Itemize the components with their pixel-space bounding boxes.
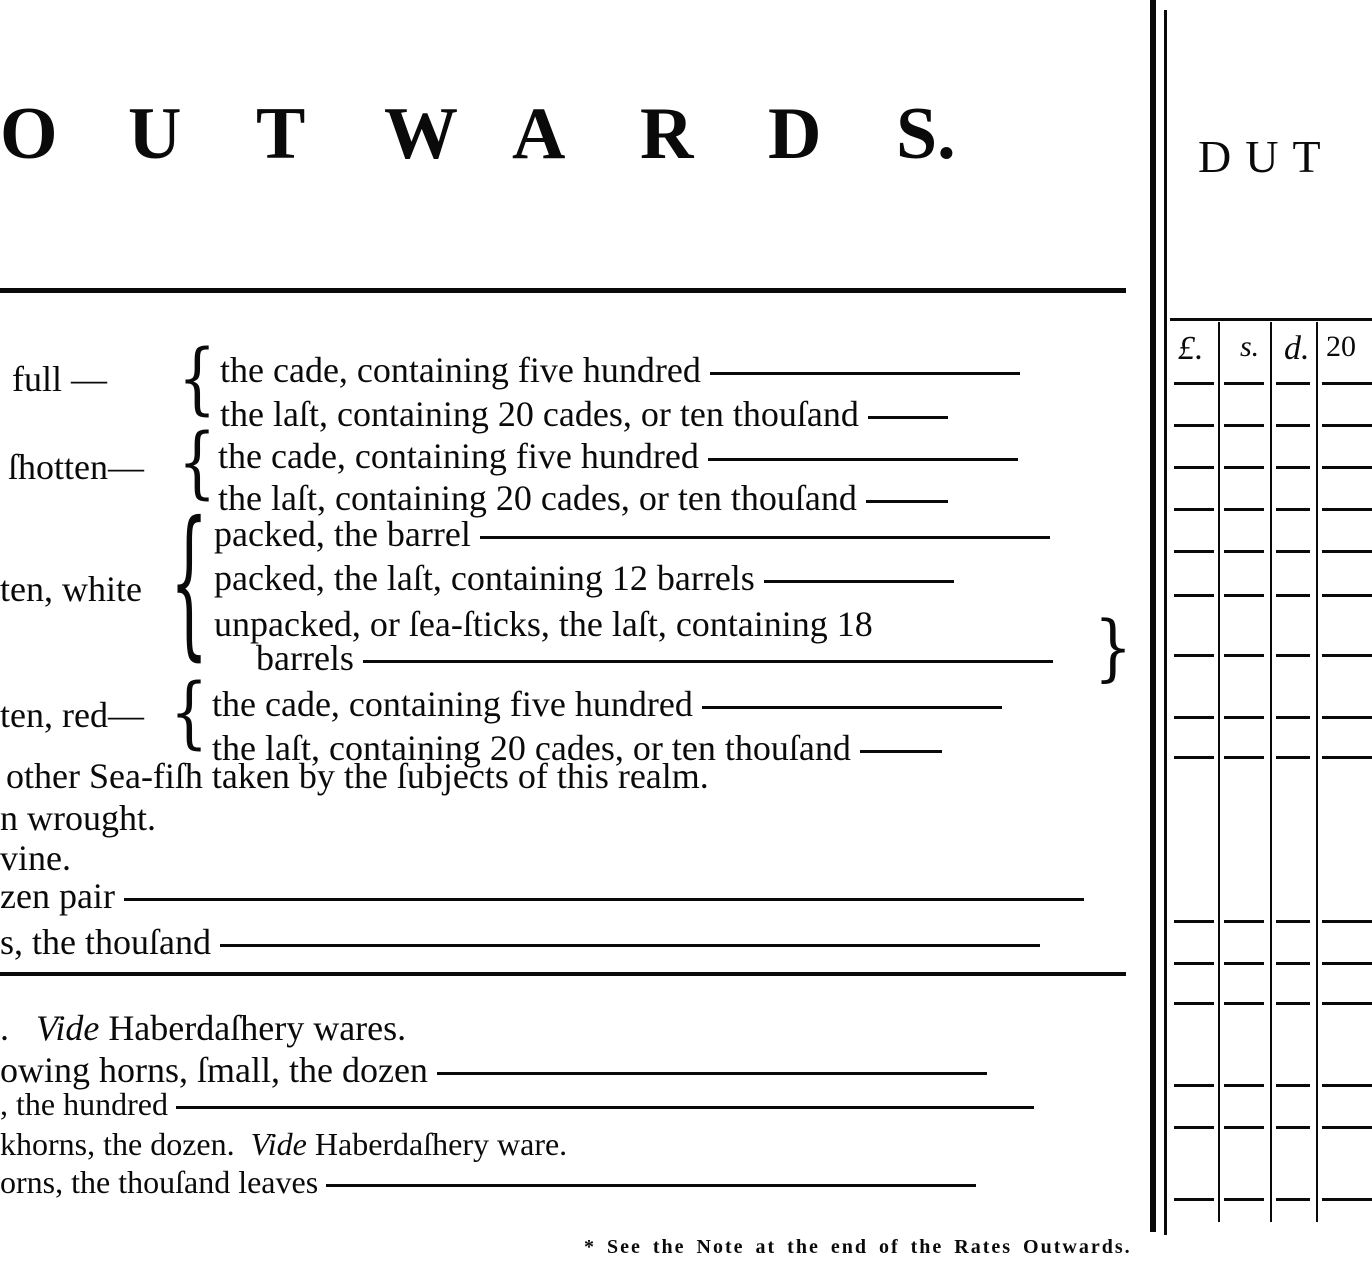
duty-blank-dash [1224, 962, 1264, 965]
duty-blank-dash [1322, 594, 1372, 597]
duty-blank-dash [1224, 1084, 1264, 1087]
duty-blank-dash [1276, 550, 1310, 553]
text-line: . Vide Haberdaſhery wares. [0, 1008, 407, 1048]
duty-blank-dash [1276, 654, 1310, 657]
group-label-shotten: ſhotten— [8, 447, 144, 487]
duty-column-line [1270, 322, 1272, 1222]
duty-column-line [1316, 322, 1318, 1222]
duty-blank-dash [1224, 654, 1264, 657]
group-label-white: ten, white [0, 569, 142, 609]
footnote: * See the Note at the end of the Rates Outwards. [584, 1236, 1132, 1258]
list-item: packed, the barrel [214, 516, 1050, 552]
duty-blank-dash [1276, 756, 1310, 759]
duty-blank-dash [1174, 508, 1214, 511]
list-item: the cade, containing five hundred [220, 352, 1020, 388]
list-item: s, the thouſand [0, 924, 1040, 960]
header-rule [0, 288, 1126, 293]
title-letter: T [256, 93, 306, 175]
list-item: , the hundred [0, 1088, 1034, 1120]
duty-blank-dash [1276, 508, 1310, 511]
duty-blank-dash [1276, 424, 1310, 427]
list-item: the cade, containing five hundred [218, 438, 1018, 474]
group-label-full: full — [12, 359, 107, 399]
title-letter: U [128, 93, 182, 175]
duty-blank-dash [1174, 382, 1214, 385]
duty-blank-dash [1276, 1126, 1310, 1129]
col-pounds: £. [1178, 330, 1204, 367]
brace-icon: { [170, 667, 209, 759]
text-line: n wrought. [0, 798, 156, 838]
title-letter: D [768, 93, 822, 175]
text-line: vine. [0, 838, 71, 878]
closing-brace-icon: } [1094, 606, 1133, 690]
duty-blank-dash [1276, 920, 1310, 923]
brace-icon: { [178, 333, 217, 425]
col-shillings: s. [1240, 330, 1260, 363]
duty-blank-dash [1224, 594, 1264, 597]
column-divider [1150, 0, 1156, 1232]
col-twentieths: 20 [1326, 330, 1356, 363]
duty-blank-dash [1322, 920, 1372, 923]
duty-blank-dash [1322, 654, 1372, 657]
duty-blank-dash [1224, 920, 1264, 923]
list-item: zen pair [0, 878, 1084, 914]
duty-blank-dash [1276, 466, 1310, 469]
duty-blank-dash [1276, 1198, 1310, 1201]
duty-blank-dash [1224, 382, 1264, 385]
duty-blank-dash [1174, 550, 1214, 553]
duty-blank-dash [1276, 962, 1310, 965]
brace-icon: { [178, 417, 217, 509]
list-item: the laſt, containing 20 cades, or ten thouſand [218, 480, 948, 516]
duty-blank-dash [1276, 382, 1310, 385]
duty-blank-dash [1322, 962, 1372, 965]
duty-blank-dash [1322, 424, 1372, 427]
duty-blank-dash [1224, 466, 1264, 469]
text-line: khorns, the dozen. Vide Haberdaſhery ware. [0, 1126, 568, 1162]
list-item: orns, the thouſand leaves [0, 1166, 976, 1198]
list-item: owing horns, ſmall, the dozen [0, 1052, 987, 1088]
duty-blank-dash [1322, 508, 1372, 511]
duty-blank-dash [1276, 1002, 1310, 1005]
duty-blank-dash [1322, 716, 1372, 719]
list-item: packed, the laſt, containing 12 barrels [214, 560, 954, 596]
duty-blank-dash [1174, 920, 1214, 923]
duty-blank-dash [1276, 1084, 1310, 1087]
list-item: unpacked, or ſea-ſticks, the laſt, containing 18 [214, 604, 873, 644]
title-letter: W [384, 93, 458, 175]
brace-icon: { [170, 488, 209, 678]
list-item: the laſt, containing 20 cades, or ten thouſand [212, 730, 942, 766]
column-divider-thin [1164, 10, 1167, 1235]
duty-blank-dash [1174, 716, 1214, 719]
duty-blank-dash [1174, 1198, 1214, 1201]
duty-blank-dash [1322, 1198, 1372, 1201]
duty-blank-dash [1322, 550, 1372, 553]
list-item: barrels [256, 640, 1053, 676]
title-letter: R [640, 93, 694, 175]
list-item: the laſt, containing 20 cades, or ten thouſand [220, 396, 948, 432]
duty-blank-dash [1174, 962, 1214, 965]
duty-blank-dash [1276, 716, 1310, 719]
duty-blank-dash [1322, 1084, 1372, 1087]
duty-blank-dash [1174, 594, 1214, 597]
duty-blank-dash [1174, 756, 1214, 759]
duty-blank-dash [1174, 654, 1214, 657]
duty-blank-dash [1322, 382, 1372, 385]
duty-header-rule [1170, 318, 1372, 321]
text-line: other Sea-fiſh taken by the ſubjects of this realm. [6, 756, 709, 796]
list-item: the cade, containing five hundred [212, 686, 1002, 722]
duty-blank-dash [1224, 716, 1264, 719]
duty-title: DUT [1198, 131, 1335, 182]
duty-blank-dash [1224, 1198, 1264, 1201]
duty-blank-dash [1174, 1084, 1214, 1087]
group-label-red: ten, red— [0, 695, 144, 735]
duty-blank-dash [1322, 756, 1372, 759]
title-letter: O [0, 93, 58, 175]
duty-blank-dash [1174, 424, 1214, 427]
page-title [0, 92, 1024, 177]
duty-blank-dash [1224, 1002, 1264, 1005]
duty-blank-dash [1322, 1126, 1372, 1129]
duty-blank-dash [1322, 1002, 1372, 1005]
duty-blank-dash [1224, 508, 1264, 511]
duty-blank-dash [1322, 466, 1372, 469]
duty-blank-dash [1224, 756, 1264, 759]
col-pence: d. [1284, 330, 1310, 367]
duty-column-line [1218, 322, 1220, 1222]
title-letter: A [512, 93, 566, 175]
duty-blank-dash [1174, 1002, 1214, 1005]
duty-blank-dash [1224, 424, 1264, 427]
title-letter: S. [896, 93, 956, 175]
duty-blank-dash [1276, 594, 1310, 597]
section-rule [0, 972, 1126, 976]
duty-blank-dash [1224, 550, 1264, 553]
duty-blank-dash [1174, 466, 1214, 469]
duty-blank-dash [1224, 1126, 1264, 1129]
duty-blank-dash [1174, 1126, 1214, 1129]
